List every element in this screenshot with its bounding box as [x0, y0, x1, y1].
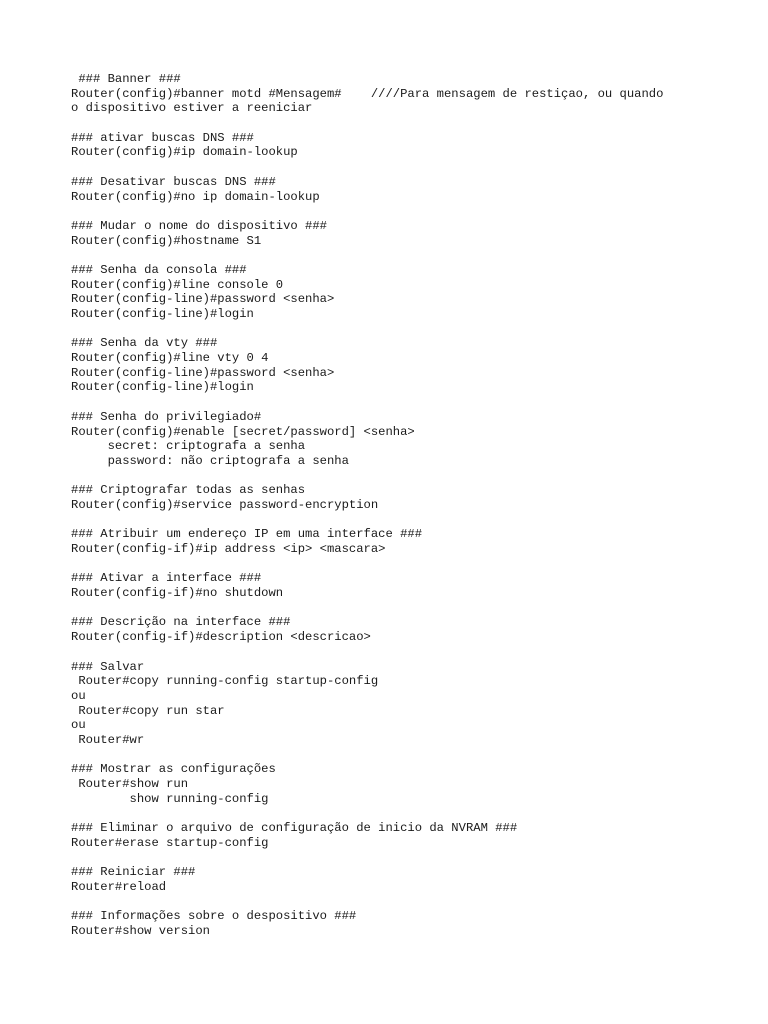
blank-line — [71, 248, 751, 263]
command-line: secret: criptografa a senha — [71, 439, 306, 454]
section-heading: ### Atribuir um endereço IP em uma interface ### — [71, 527, 423, 542]
command-line: ou — [71, 718, 86, 733]
blank-line — [71, 469, 751, 484]
blank-line — [71, 322, 751, 337]
command-line: Router(config)#hostname S1 — [71, 233, 262, 248]
blank-line — [71, 116, 751, 131]
command-line: Router#erase startup-config — [71, 835, 269, 850]
blank-line — [71, 748, 751, 763]
section-heading: ### Banner ### — [71, 72, 181, 86]
command-line: Router(config-line)#login — [71, 380, 254, 395]
command-line: o dispositivo estiver a reeniciar — [71, 101, 313, 116]
blank-line — [71, 395, 751, 410]
blank-line — [71, 204, 751, 219]
command-line: Router(config)#service password-encryption — [71, 497, 379, 512]
blank-line — [71, 557, 751, 572]
blank-line — [71, 895, 751, 910]
section-heading: ### Descrição na interface ### — [71, 615, 291, 630]
section-heading: ### Mudar o nome do dispositivo ### — [71, 218, 327, 233]
section-heading: ### Salvar — [71, 659, 145, 674]
section-heading: ### Mostrar as configurações — [71, 762, 276, 777]
section-heading: ### Senha da vty ### — [71, 336, 218, 351]
command-line: Router#copy running-config startup-config — [71, 674, 379, 689]
command-line: Router(config-line)#password <senha> — [71, 292, 335, 307]
section-heading: ### Ativar a interface ### — [71, 571, 262, 586]
command-line: show running-config — [71, 791, 269, 806]
blank-line — [71, 645, 751, 660]
section-heading: ### ativar buscas DNS ### — [71, 130, 254, 145]
blank-line — [71, 850, 751, 865]
command-line: Router(config)#banner motd #Mensagem# ////Para mensagem de restiçao, ou quando — [71, 86, 664, 101]
command-line: Router(config)#enable [secret/password] <senha> — [71, 424, 415, 439]
document-page — [71, 72, 751, 939]
blank-line — [71, 806, 751, 821]
blank-line — [71, 601, 751, 616]
section-heading: ### Senha da consola ### — [71, 262, 247, 277]
section-heading: ### Informações sobre o despositivo ### — [71, 909, 357, 924]
blank-line — [71, 160, 751, 175]
command-line: Router(config-line)#password <senha> — [71, 365, 335, 380]
section-heading: ### Senha do privilegiado# — [71, 409, 262, 424]
command-line: Router#copy run star — [71, 703, 225, 718]
command-line: Router(config-if)#ip address <ip> <mascara> — [71, 542, 386, 556]
section-heading: ### Desativar buscas DNS ### — [71, 174, 276, 189]
blank-line — [71, 513, 751, 528]
command-line: password: não criptografa a senha — [71, 453, 349, 468]
command-line: Router#show version — [71, 923, 210, 938]
section-heading: ### Reiniciar ### — [71, 865, 196, 880]
section-heading: ### Criptografar todas as senhas — [71, 483, 306, 498]
command-line: Router#show run — [71, 777, 189, 791]
command-line: Router(config-if)#no shutdown — [71, 586, 284, 601]
section-heading: ### Eliminar o arquivo de configuração de inicio da NVRAM ### — [71, 821, 518, 836]
command-line: Router#wr — [71, 732, 145, 747]
command-line: Router#reload — [71, 879, 167, 894]
command-line: Router(config-if)#description <descricao> — [71, 630, 371, 645]
command-line: Router(config)#line console 0 — [71, 277, 284, 292]
command-line: Router(config-line)#login — [71, 307, 254, 321]
command-line: ou — [71, 688, 86, 703]
command-line: Router(config)#line vty 0 4 — [71, 351, 269, 366]
command-line: Router(config)#ip domain-lookup — [71, 145, 298, 160]
command-line: Router(config)#no ip domain-lookup — [71, 189, 320, 204]
